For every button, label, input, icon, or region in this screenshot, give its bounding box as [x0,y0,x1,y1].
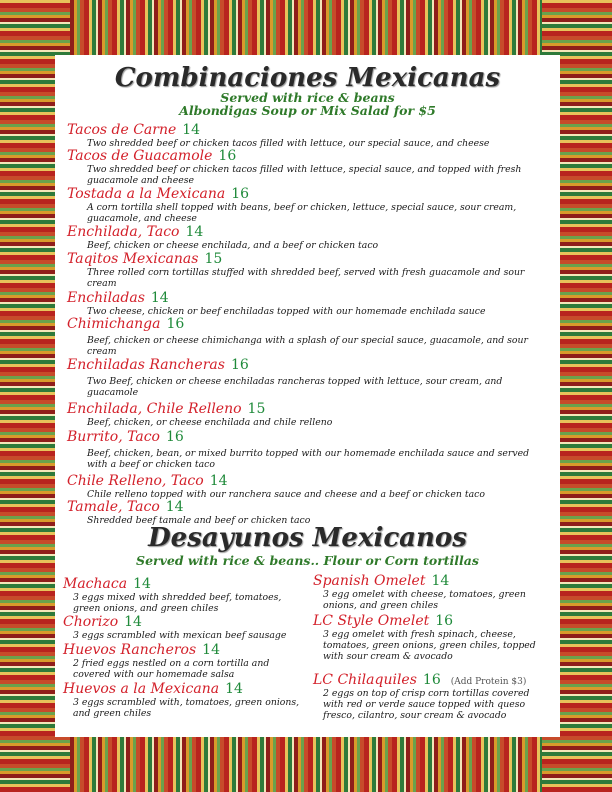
item-name: Huevos a la Mexicana [63,681,220,697]
item-name: LC Style Omelet [313,613,430,629]
item-price: 14 [150,290,169,306]
item-price: 16 [231,186,250,202]
item-name: Machaca [63,576,128,592]
item-desc: Beef, chicken, or cheese enchilada and chile relleno [87,417,333,428]
item-desc: Beef, chicken or cheese enchilada, and a beef or chicken taco [87,240,379,251]
item-desc: Shredded beef tamale and beef or chicken taco [87,515,311,526]
item-name: Tacos de Carne [67,122,177,138]
item-desc: A corn tortilla shell topped with beans, beef or chicken, lettuce, special sauce, sour cream, guacamole, and cheese [87,202,517,224]
item-desc: 3 eggs scrambled with mexican beef sausage [73,630,287,641]
combinaciones-title: Combinaciones Mexicanas [114,63,501,93]
item-price: 14 [133,576,151,592]
item-desc: Two shredded beef or chicken tacos filled with lettuce, our special sauce, and cheese [87,138,490,149]
item-desc: 3 eggs mixed with shredded beef, tomatoes, green onions, and green chiles [73,592,282,614]
menu-item [67,354,552,398]
item-desc: Two shredded beef or chicken tacos filled with lettuce, special sauce, and topped with fresh guacamole and cheese [87,164,522,186]
item-price: 15 [247,401,266,417]
item-desc: 3 eggs scrambled with, tomatoes, green onions, and green chiles [73,697,300,719]
item-price: 14 [209,473,228,489]
breakfast-item [313,570,553,611]
item-price: 16 [422,672,441,688]
item-price: 16 [218,148,237,164]
item-desc: 3 egg omelet with cheese, tomatoes, green onions, and green chiles [323,589,526,611]
menu-item [67,398,552,428]
item-desc: Beef, chicken or cheese chimichanga with a splash of our special sauce, guacamole, and sour cream [87,335,528,357]
item-name: Chile Relleno, Taco [67,473,204,489]
menu-item [67,426,552,470]
item-name: Taqitos Mexicanas [67,251,199,267]
item-name: Spanish Omelet [313,573,426,589]
breakfast-item [63,573,303,614]
menu-item [67,221,552,251]
item-price: 14 [182,122,201,138]
menu-item [67,248,552,289]
item-price: 15 [204,251,223,267]
breakfast-item [63,611,303,641]
menu-item [67,183,552,224]
breakfast-item [313,669,553,721]
menu-item [67,145,552,186]
combinaciones-subtitle: Served with rice & beans [220,90,395,105]
desayunos-title: Desayunos Mexicanos [148,523,467,553]
breakfast-item [313,610,553,662]
item-desc: 2 fried eggs nestled on a corn tortilla and covered with our homemade salsa [73,658,270,680]
item-price: 14 [165,499,184,515]
item-name: Chimichanga [67,316,161,332]
item-name: Tostada a la Mexicana [67,186,226,202]
item-desc: Two cheese, chicken or beef enchiladas topped with our homemade enchilada sauce [87,306,486,317]
item-desc: 3 egg omelet with fresh spinach, cheese, tomatoes, green onions, green chiles, topped with sour cream & avocado [323,629,536,662]
item-price: 16 [435,613,454,629]
item-name: Enchiladas [67,290,145,306]
item-desc: 2 eggs on top of crisp corn tortillas covered with red or verde sauce topped with queso fresco, cilantro, sour cream & avocado [323,688,530,721]
item-desc: Two Beef, chicken or cheese enchiladas rancheras topped with lettuce, sour cream, and guacamole [87,376,503,398]
item-price: 14 [225,681,243,697]
item-name: Enchilada, Taco [67,224,180,240]
item-name: Tacos de Guacamole [67,148,213,164]
item-desc: Chile relleno topped with our ranchera sauce and cheese and a beef or chicken taco [87,489,485,500]
item-price: 14 [124,614,142,630]
item-name: Burrito, Taco [67,429,160,445]
combinaciones-soup-note: Albondigas Soup or Mix Salad for $5 [179,103,436,118]
item-price: 16 [166,316,185,332]
item-price: 14 [202,642,220,658]
addon-note: (Add Protein $3) [450,677,527,687]
item-desc: Three rolled corn tortillas stuffed with shredded beef, served with fresh guacamole and sour cream [87,267,525,289]
item-price: 14 [431,573,450,589]
item-name: Tamale, Taco [67,499,160,515]
breakfast-item [63,639,303,680]
item-name: Enchilada, Chile Relleno [67,401,242,417]
desayunos-subtitle: Served with rice & beans.. Flour or Corn tortillas [136,553,479,568]
menu-panel [55,55,560,737]
menu-item [67,496,552,526]
item-price: 14 [185,224,204,240]
breakfast-item [63,678,303,719]
item-name: Chorizo [63,614,119,630]
item-name: Enchiladas Rancheras [67,357,225,373]
item-price: 16 [230,357,249,373]
menu-item [67,313,552,357]
item-name: Huevos Rancheros [63,642,197,658]
item-name: LC Chilaquiles [313,672,417,688]
item-price: 16 [166,429,184,445]
item-desc: Beef, chicken, bean, or mixed burrito topped with our homemade enchilada sauce and served with a beef or chicken taco [87,448,530,470]
